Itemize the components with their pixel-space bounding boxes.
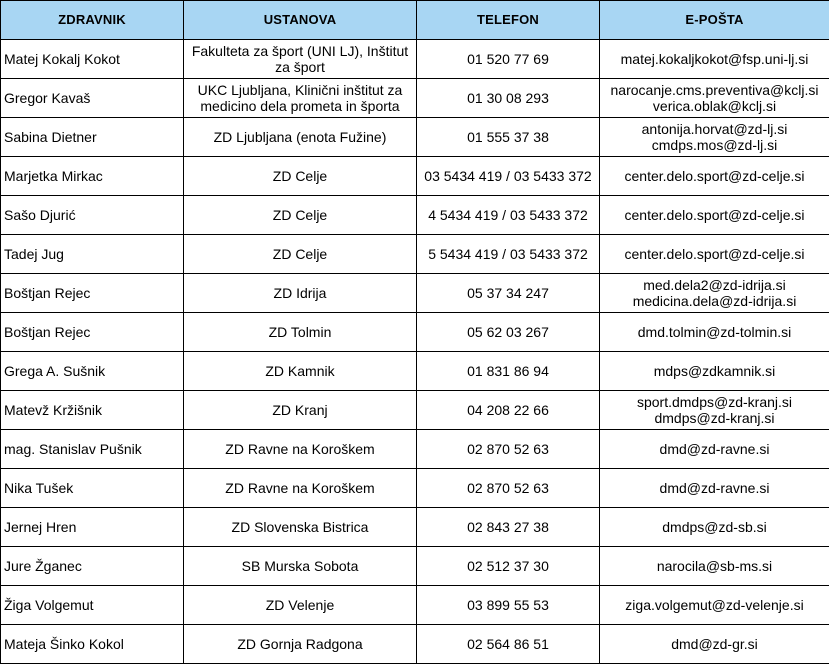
institution-cell xyxy=(184,508,417,547)
institution-line: ZD Tolmin xyxy=(268,324,332,340)
doctor-name: Jure Žganec xyxy=(1,547,184,586)
institution-line: Fakulteta za šport (UNI LJ), Inštitut xyxy=(191,43,409,59)
phone-number: 4 5434 419 / 03 5433 372 xyxy=(417,196,600,235)
email-address[interactable]: dmdps@zd-sb.si xyxy=(662,519,767,535)
doctor-name: Boštjan Rejec xyxy=(1,274,184,313)
institution-line: ZD Idrija xyxy=(273,285,327,301)
institution-line: UKC Ljubljana, Klinični inštitut za xyxy=(197,82,403,98)
phone-number: 01 30 08 293 xyxy=(417,79,600,118)
institution-cell xyxy=(184,586,417,625)
institution-cell xyxy=(184,274,417,313)
phone-number: 5 5434 419 / 03 5433 372 xyxy=(417,235,600,274)
institution-cell xyxy=(184,469,417,508)
email-address[interactable]: cmdps.mos@zd-lj.si xyxy=(651,137,778,153)
table-row xyxy=(1,508,829,547)
email-address[interactable]: center.delo.sport@zd-celje.si xyxy=(624,246,805,262)
email-address[interactable]: dmd@zd-gr.si xyxy=(671,636,758,652)
email-address[interactable]: matej.kokaljkokot@fsp.uni-lj.si xyxy=(620,51,809,67)
table-row xyxy=(1,352,829,391)
email-cell xyxy=(600,469,829,508)
doctor-name: Jernej Hren xyxy=(1,508,184,547)
table-row xyxy=(1,79,829,118)
table-row xyxy=(1,547,829,586)
institution-line: ZD Kamnik xyxy=(265,363,335,379)
email-address[interactable]: center.delo.sport@zd-celje.si xyxy=(624,168,805,184)
table-row xyxy=(1,469,829,508)
table-row xyxy=(1,157,829,196)
institution-line: ZD Slovenska Bistrica xyxy=(231,519,369,535)
email-cell xyxy=(600,79,829,118)
table-row xyxy=(1,235,829,274)
institution-cell xyxy=(184,391,417,430)
phone-number: 04 208 22 66 xyxy=(417,391,600,430)
email-cell xyxy=(600,157,829,196)
table-row xyxy=(1,391,829,430)
email-address[interactable]: ziga.volgemut@zd-velenje.si xyxy=(625,597,804,613)
institution-line: ZD Celje xyxy=(272,207,328,223)
email-address[interactable]: narocila@sb-ms.si xyxy=(656,558,773,574)
email-cell xyxy=(600,40,829,79)
header-row xyxy=(1,1,829,40)
institution-line: ZD Kranj xyxy=(272,402,328,418)
phone-number: 02 512 37 30 xyxy=(417,547,600,586)
table-row xyxy=(1,40,829,79)
email-cell xyxy=(600,352,829,391)
table-body xyxy=(1,40,829,664)
email-address[interactable]: verica.oblak@kclj.si xyxy=(652,98,777,114)
institution-line: ZD Celje xyxy=(272,246,328,262)
doctor-name: Gregor Kavaš xyxy=(1,79,184,118)
phone-number: 02 843 27 38 xyxy=(417,508,600,547)
header-email: E-POŠTA xyxy=(600,1,829,40)
email-address[interactable]: antonija.horvat@zd-lj.si xyxy=(641,121,788,137)
institution-cell xyxy=(184,79,417,118)
table-row xyxy=(1,196,829,235)
institution-line: ZD Ravne na Koroškem xyxy=(225,480,375,496)
header-institution: USTANOVA xyxy=(184,1,417,40)
email-cell xyxy=(600,508,829,547)
phone-number: 02 564 86 51 xyxy=(417,625,600,664)
phone-number: 02 870 52 63 xyxy=(417,430,600,469)
phone-number: 03 5434 419 / 03 5433 372 xyxy=(417,157,600,196)
doctor-name: Matevž Kržišnik xyxy=(1,391,184,430)
institution-cell xyxy=(184,118,417,157)
institution-cell xyxy=(184,625,417,664)
institution-line: ZD Ravne na Koroškem xyxy=(225,441,375,457)
table-row xyxy=(1,274,829,313)
institution-cell xyxy=(184,235,417,274)
email-address[interactable]: dmd@zd-ravne.si xyxy=(659,441,770,457)
phone-number: 05 37 34 247 xyxy=(417,274,600,313)
phone-number: 02 870 52 63 xyxy=(417,469,600,508)
table-row xyxy=(1,430,829,469)
email-cell xyxy=(600,391,829,430)
phone-number: 01 520 77 69 xyxy=(417,40,600,79)
doctor-name: Boštjan Rejec xyxy=(1,313,184,352)
email-cell xyxy=(600,547,829,586)
institution-line: ZD Ljubljana (enota Fužine) xyxy=(213,129,387,145)
email-address[interactable]: dmd@zd-ravne.si xyxy=(659,480,770,496)
doctor-name: Tadej Jug xyxy=(1,235,184,274)
institution-cell xyxy=(184,40,417,79)
email-address[interactable]: narocanje.cms.preventiva@kclj.si xyxy=(610,82,819,98)
email-cell xyxy=(600,313,829,352)
doctor-name: Grega A. Sušnik xyxy=(1,352,184,391)
institution-cell xyxy=(184,430,417,469)
phone-number: 01 831 86 94 xyxy=(417,352,600,391)
email-cell xyxy=(600,235,829,274)
phone-number: 03 899 55 53 xyxy=(417,586,600,625)
email-cell xyxy=(600,196,829,235)
institution-cell xyxy=(184,157,417,196)
doctor-name: Nika Tušek xyxy=(1,469,184,508)
doctor-name: Sabina Dietner xyxy=(1,118,184,157)
email-cell xyxy=(600,274,829,313)
email-address[interactable]: dmdps@zd-kranj.si xyxy=(654,410,775,426)
doctor-name: Sašo Djurić xyxy=(1,196,184,235)
header-doctor: ZDRAVNIK xyxy=(1,1,184,40)
table-row xyxy=(1,118,829,157)
institution-line: ZD Gornja Radgona xyxy=(237,636,363,652)
email-address[interactable]: sport.dmdps@zd-kranj.si xyxy=(636,394,793,410)
institution-line: SB Murska Sobota xyxy=(241,558,359,574)
institution-line: za šport xyxy=(275,59,325,75)
institution-cell xyxy=(184,313,417,352)
doctor-name: Žiga Volgemut xyxy=(1,586,184,625)
email-cell xyxy=(600,586,829,625)
email-address[interactable]: dmd.tolmin@zd-tolmin.si xyxy=(637,324,792,340)
table-row xyxy=(1,625,829,664)
institution-cell xyxy=(184,547,417,586)
table-row xyxy=(1,586,829,625)
email-cell xyxy=(600,118,829,157)
header-phone: TELEFON xyxy=(417,1,600,40)
institution-line: ZD Celje xyxy=(272,168,328,184)
institution-cell xyxy=(184,196,417,235)
institution-line: ZD Velenje xyxy=(265,597,335,613)
doctor-name: Mateja Šinko Kokol xyxy=(1,625,184,664)
email-cell xyxy=(600,430,829,469)
table-row xyxy=(1,313,829,352)
doctor-name: Matej Kokalj Kokot xyxy=(1,40,184,79)
email-address[interactable]: center.delo.sport@zd-celje.si xyxy=(624,207,805,223)
phone-number: 05 62 03 267 xyxy=(417,313,600,352)
email-cell xyxy=(600,625,829,664)
phone-number: 01 555 37 38 xyxy=(417,118,600,157)
email-address[interactable]: med.dela2@zd-idrija.si xyxy=(643,277,786,293)
doctor-name: Marjetka Mirkac xyxy=(1,157,184,196)
email-address[interactable]: mdps@zdkamnik.si xyxy=(653,363,776,379)
institution-line: medicino dela prometa in športa xyxy=(200,98,400,114)
email-address[interactable]: medicina.dela@zd-idrija.si xyxy=(632,293,797,309)
doctor-name: mag. Stanislav Pušnik xyxy=(1,430,184,469)
institution-cell xyxy=(184,352,417,391)
